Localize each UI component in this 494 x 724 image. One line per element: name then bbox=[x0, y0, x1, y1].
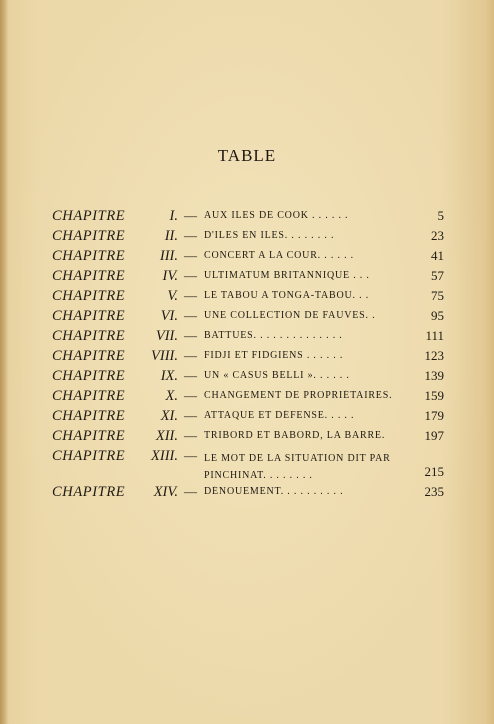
chapter-title: UN « CASUS BELLI ». . . . . . bbox=[204, 370, 350, 381]
separator-dash: — bbox=[184, 228, 197, 243]
separator-dash: — bbox=[184, 308, 197, 323]
page-number: 5 bbox=[437, 208, 444, 223]
separator-dash: — bbox=[184, 348, 197, 363]
page-number: 95 bbox=[431, 308, 444, 323]
page-number: 75 bbox=[431, 288, 444, 303]
chapter-label: CHAPITRE bbox=[52, 248, 126, 264]
chapter-label: CHAPITRE bbox=[52, 428, 126, 444]
chapter-number: XII. bbox=[155, 428, 178, 444]
chapter-number: VI. bbox=[160, 308, 178, 324]
separator-dash: — bbox=[184, 448, 197, 463]
chapter-number: V. bbox=[167, 288, 178, 304]
chapter-label: CHAPITRE bbox=[52, 388, 126, 404]
chapter-number: VIII. bbox=[151, 348, 178, 364]
chapter-label: CHAPITRE bbox=[52, 268, 126, 284]
chapter-title: UNE COLLECTION DE FAUVES. . bbox=[204, 310, 376, 321]
page-number: 111 bbox=[425, 328, 444, 343]
chapter-label: CHAPITRE bbox=[52, 368, 126, 384]
chapter-number: IV. bbox=[162, 268, 178, 284]
chapter-title: CONCERT A LA COUR. . . . . . bbox=[204, 250, 354, 261]
toc-entry bbox=[0, 448, 494, 481]
chapter-number: XIII. bbox=[151, 448, 178, 464]
chapter-number: XI. bbox=[160, 408, 178, 424]
toc-entry bbox=[0, 208, 494, 228]
chapter-title: LE TABOU A TONGA-TABOU. . . bbox=[204, 290, 370, 301]
toc-entry bbox=[0, 484, 494, 504]
page-number: 23 bbox=[431, 228, 444, 243]
separator-dash: — bbox=[184, 248, 197, 263]
chapter-number: IX. bbox=[160, 368, 178, 384]
toc-entry bbox=[0, 248, 494, 268]
toc-entry bbox=[0, 308, 494, 328]
toc-entry bbox=[0, 268, 494, 288]
separator-dash: — bbox=[184, 208, 197, 223]
chapter-label: CHAPITRE bbox=[52, 348, 126, 364]
page-number: 179 bbox=[424, 408, 444, 423]
chapter-number: XIV. bbox=[153, 484, 178, 500]
separator-dash: — bbox=[184, 268, 197, 283]
toc-entry bbox=[0, 328, 494, 348]
page-title: TABLE bbox=[217, 146, 277, 165]
chapter-label: CHAPITRE bbox=[52, 408, 126, 424]
page-number: 159 bbox=[424, 388, 444, 403]
chapter-number: X. bbox=[165, 388, 178, 404]
chapter-label: CHAPITRE bbox=[52, 308, 126, 324]
toc-entry bbox=[0, 368, 494, 388]
page-number: 235 bbox=[424, 484, 444, 499]
page-number: 197 bbox=[424, 428, 444, 443]
chapter-label: CHAPITRE bbox=[52, 208, 126, 224]
chapter-label: CHAPITRE bbox=[52, 328, 126, 344]
chapter-title: ULTIMATUM BRITANNIQUE . . . bbox=[204, 270, 370, 281]
toc-entry bbox=[0, 388, 494, 408]
chapter-number: III. bbox=[159, 248, 178, 264]
chapter-label: CHAPITRE bbox=[52, 288, 126, 304]
chapter-title: BATTUES. . . . . . . . . . . . . . bbox=[204, 330, 343, 341]
chapter-title: DÉNOUEMENT. . . . . . . . . . bbox=[204, 486, 344, 497]
chapter-number: II. bbox=[164, 228, 178, 244]
chapter-label: CHAPITRE bbox=[52, 484, 126, 500]
chapter-label: CHAPITRE bbox=[52, 448, 126, 464]
separator-dash: — bbox=[184, 368, 197, 383]
separator-dash: — bbox=[184, 288, 197, 303]
separator-dash: — bbox=[184, 408, 197, 423]
chapter-number: I. bbox=[169, 208, 178, 224]
chapter-title: FIDJI ET FIDGIENS . . . . . . bbox=[204, 350, 344, 361]
chapter-title: TRIBORD ET BABORD, LA BARRE. bbox=[204, 430, 386, 441]
separator-dash: — bbox=[184, 388, 197, 403]
toc-entry bbox=[0, 288, 494, 308]
toc-entry bbox=[0, 428, 494, 448]
page-number: 139 bbox=[424, 368, 444, 383]
chapter-number: VII. bbox=[155, 328, 178, 344]
page-number: 215 bbox=[424, 464, 444, 479]
chapter-title: CHANGEMENT DE PROPRIÉTAIRES. bbox=[204, 390, 393, 401]
chapter-label: CHAPITRE bbox=[52, 228, 126, 244]
chapter-title: AUX ILES DE COOK . . . . . . bbox=[204, 210, 349, 221]
separator-dash: — bbox=[184, 328, 197, 343]
page-number: 57 bbox=[431, 268, 444, 283]
chapter-title: ATTAQUE ET DÉFENSE. . . . . bbox=[204, 410, 355, 421]
toc-entry bbox=[0, 228, 494, 248]
page-number: 123 bbox=[424, 348, 444, 363]
toc-entry bbox=[0, 348, 494, 368]
toc-entry bbox=[0, 408, 494, 428]
chapter-title: LE MOT DE LA SITUATION DIT PAR PINCHINAT. . . . . . . . bbox=[204, 453, 391, 481]
chapter-title: D'ILES EN ILES. . . . . . . . bbox=[204, 230, 335, 241]
separator-dash: — bbox=[184, 428, 197, 443]
page-number: 41 bbox=[431, 248, 444, 263]
separator-dash: — bbox=[184, 484, 197, 499]
